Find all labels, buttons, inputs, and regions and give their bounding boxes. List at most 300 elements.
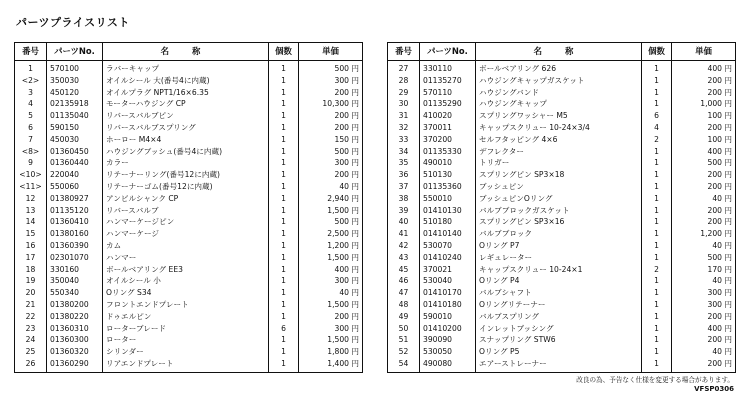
quantity: 1: [642, 61, 672, 75]
part-number: 570110: [420, 87, 476, 99]
table-header-row: [15, 43, 363, 61]
part-number: 01410170: [420, 287, 476, 299]
quantity: 1: [269, 87, 299, 99]
part-name: ボールベアリング 626: [476, 61, 642, 75]
unit-price: 1,500 円: [299, 252, 363, 264]
part-number: 01410180: [420, 299, 476, 311]
part-name: ローターブレード: [103, 323, 269, 335]
unit-price: 40 円: [299, 287, 363, 299]
header-unit-price: 単価: [299, 43, 363, 61]
part-number: 370200: [420, 134, 476, 146]
row-number: 19: [25, 276, 36, 286]
part-name: バルブシャフト: [476, 287, 642, 299]
table-row: [15, 346, 363, 358]
part-number: 510180: [420, 216, 476, 228]
row-number: 40: [398, 217, 409, 227]
quantity: 1: [269, 311, 299, 323]
row-number: 3: [28, 87, 33, 97]
table-row: [388, 240, 736, 252]
part-number: 01135330: [420, 146, 476, 158]
unit-price: 200 円: [299, 169, 363, 181]
unit-price: 200 円: [672, 311, 736, 323]
part-number: 530040: [420, 275, 476, 287]
part-name: レギュレーター: [476, 252, 642, 264]
part-name: エアーストレーナー: [476, 358, 642, 372]
table-row: [15, 240, 363, 252]
row-number: 28: [398, 75, 409, 85]
part-number: 350030: [47, 75, 103, 87]
row-number: 9: [28, 158, 33, 168]
part-number: 450120: [47, 87, 103, 99]
row-number: 38: [398, 193, 409, 203]
part-number: 01135290: [420, 98, 476, 110]
part-number: 390090: [420, 334, 476, 346]
row-number: 54: [398, 359, 409, 369]
part-number: 01360410: [47, 216, 103, 228]
unit-price: 200 円: [672, 87, 736, 99]
part-number: 450030: [47, 134, 103, 146]
table-row: [388, 87, 736, 99]
part-name: バルブブロックガスケット: [476, 205, 642, 217]
table-row: [15, 134, 363, 146]
part-number: 330110: [420, 61, 476, 75]
unit-price: 300 円: [299, 75, 363, 87]
part-number: 01360390: [47, 240, 103, 252]
unit-price: 100 円: [672, 134, 736, 146]
part-name: デフレクター: [476, 146, 642, 158]
quantity: 1: [269, 193, 299, 205]
row-number: 48: [398, 300, 409, 310]
table-row: [15, 228, 363, 240]
part-name: カム: [103, 240, 269, 252]
quantity: 1: [269, 240, 299, 252]
part-number: 01380220: [47, 311, 103, 323]
part-number: 370021: [420, 264, 476, 276]
unit-price: 200 円: [672, 122, 736, 134]
page-title: パーツプライスリスト: [16, 16, 130, 29]
table-row: [388, 275, 736, 287]
header-name: 名 称: [103, 43, 269, 61]
unit-price: 1,200 円: [299, 240, 363, 252]
quantity: 1: [642, 323, 672, 335]
unit-price: 300 円: [299, 323, 363, 335]
table-row: [388, 181, 736, 193]
quantity: 1: [269, 346, 299, 358]
table-row: [388, 228, 736, 240]
row-number: <2>: [21, 75, 40, 85]
table-row: [15, 252, 363, 264]
part-number: 01410140: [420, 228, 476, 240]
row-number: <8>: [21, 146, 40, 156]
row-number: 13: [25, 205, 36, 215]
table-row: [15, 358, 363, 372]
table-row: [388, 75, 736, 87]
part-name: ハンマー: [103, 252, 269, 264]
part-number: 01360310: [47, 323, 103, 335]
row-number: 51: [398, 335, 409, 345]
quantity: 1: [642, 252, 672, 264]
row-number: 41: [398, 229, 409, 239]
quantity: 1: [642, 169, 672, 181]
unit-price: 40 円: [672, 275, 736, 287]
part-name: ハウジングブッシュ(番号4に内蔵): [103, 146, 269, 158]
part-number: 01360450: [47, 146, 103, 158]
part-name: リバースバルブピン: [103, 110, 269, 122]
quantity: 1: [642, 193, 672, 205]
row-number: 46: [398, 276, 409, 286]
quantity: 6: [269, 323, 299, 335]
unit-price: 200 円: [672, 205, 736, 217]
part-number: 530050: [420, 346, 476, 358]
row-number: 49: [398, 311, 409, 321]
unit-price: 300 円: [672, 299, 736, 311]
row-number: 30: [398, 99, 409, 109]
row-number: 36: [398, 170, 409, 180]
quantity: 4: [642, 122, 672, 134]
part-name: オイルプラグ NPT1/16×6.35: [103, 87, 269, 99]
part-number: 01380200: [47, 299, 103, 311]
unit-price: 300 円: [672, 287, 736, 299]
row-number: 23: [25, 323, 36, 333]
quantity: 1: [642, 334, 672, 346]
unit-price: 500 円: [672, 157, 736, 169]
quantity: 1: [642, 216, 672, 228]
unit-price: 500 円: [299, 61, 363, 75]
header-unit-price: 単価: [672, 43, 736, 61]
spec-change-notice: 改良の為、予告なく仕様を変更する場合があります。: [576, 376, 734, 384]
part-number: 590010: [420, 311, 476, 323]
quantity: 1: [269, 61, 299, 75]
part-number: 02301070: [47, 252, 103, 264]
table-row: [388, 299, 736, 311]
table-row: [15, 146, 363, 158]
table-row: [15, 122, 363, 134]
quantity: 1: [269, 228, 299, 240]
row-number: 4: [28, 99, 33, 109]
part-number: 590150: [47, 122, 103, 134]
part-name: ラバーキャップ: [103, 61, 269, 75]
quantity: 1: [269, 110, 299, 122]
part-name: バルブスプリング: [476, 311, 642, 323]
part-name: ブッシュピン: [476, 181, 642, 193]
quantity: 1: [642, 157, 672, 169]
part-number: 02135918: [47, 98, 103, 110]
table-row: [15, 181, 363, 193]
row-number: 16: [25, 241, 36, 251]
unit-price: 400 円: [672, 323, 736, 335]
row-number: 20: [25, 288, 36, 298]
table-row: [15, 299, 363, 311]
unit-price: 1,800 円: [299, 346, 363, 358]
part-number: 01410240: [420, 252, 476, 264]
part-name: フロントエンドプレート: [103, 299, 269, 311]
part-name: カラー: [103, 157, 269, 169]
part-number: 350040: [47, 275, 103, 287]
part-name: ドゥエルピン: [103, 311, 269, 323]
quantity: 1: [269, 299, 299, 311]
unit-price: 1,500 円: [299, 205, 363, 217]
part-name: ハウジングバンド: [476, 87, 642, 99]
unit-price: 400 円: [672, 146, 736, 158]
table-row: [15, 61, 363, 75]
unit-price: 150 円: [299, 134, 363, 146]
part-name: スナップリング STW6: [476, 334, 642, 346]
unit-price: 40 円: [299, 181, 363, 193]
header-part-no: パーツNo.: [47, 43, 103, 61]
part-number: 01380927: [47, 193, 103, 205]
part-number: 550060: [47, 181, 103, 193]
table-row: [388, 346, 736, 358]
parts-table-right-body: [388, 61, 736, 373]
row-number: 31: [398, 111, 409, 121]
unit-price: 400 円: [299, 264, 363, 276]
part-number: 01135120: [47, 205, 103, 217]
part-number: 330160: [47, 264, 103, 276]
table-row: [15, 334, 363, 346]
part-number: 01360300: [47, 334, 103, 346]
part-name: ボールベアリング EE3: [103, 264, 269, 276]
unit-price: 200 円: [299, 311, 363, 323]
unit-price: 100 円: [672, 110, 736, 122]
parts-table-left: [14, 42, 363, 373]
part-number: 550340: [47, 287, 103, 299]
header-name: 名 称: [476, 43, 642, 61]
row-number: 32: [398, 123, 409, 133]
row-number: <10>: [19, 170, 42, 180]
row-number: 26: [25, 359, 36, 369]
table-row: [15, 311, 363, 323]
table-row: [15, 193, 363, 205]
quantity: 1: [642, 299, 672, 311]
document-code: VFSP0306: [694, 384, 734, 393]
row-number: 24: [25, 335, 36, 345]
part-number: 490080: [420, 358, 476, 372]
part-number: 01360440: [47, 157, 103, 169]
quantity: 1: [642, 287, 672, 299]
unit-price: 300 円: [299, 157, 363, 169]
table-row: [15, 275, 363, 287]
part-name: シリンダー: [103, 346, 269, 358]
quantity: 1: [269, 134, 299, 146]
table-row: [388, 169, 736, 181]
table-row: [388, 205, 736, 217]
row-number: 42: [398, 241, 409, 251]
table-row: [388, 98, 736, 110]
quantity: 1: [642, 358, 672, 372]
part-name: キャップスクリュー 10-24×1: [476, 264, 642, 276]
header-part-no: パーツNo.: [420, 43, 476, 61]
quantity: 1: [269, 252, 299, 264]
part-name: スプリングピン SP3×18: [476, 169, 642, 181]
unit-price: 200 円: [299, 122, 363, 134]
quantity: 1: [642, 87, 672, 99]
quantity: 1: [269, 334, 299, 346]
table-row: [15, 216, 363, 228]
unit-price: 200 円: [299, 87, 363, 99]
quantity: 2: [642, 264, 672, 276]
part-number: 01135040: [47, 110, 103, 122]
quantity: 1: [269, 122, 299, 134]
part-number: 570100: [47, 61, 103, 75]
unit-price: 200 円: [672, 334, 736, 346]
table-row: [15, 287, 363, 299]
table-row: [388, 61, 736, 75]
table-row: [388, 110, 736, 122]
part-number: 550010: [420, 193, 476, 205]
unit-price: 200 円: [672, 181, 736, 193]
part-name: モーターハウジング CP: [103, 98, 269, 110]
part-name: スプリングピン SP3×16: [476, 216, 642, 228]
unit-price: 300 円: [299, 275, 363, 287]
table-row: [388, 323, 736, 335]
table-row: [388, 358, 736, 372]
row-number: 15: [25, 229, 36, 239]
table-row: [15, 169, 363, 181]
part-name: バルブブロック: [476, 228, 642, 240]
quantity: 1: [269, 275, 299, 287]
table-row: [388, 146, 736, 158]
quantity: 1: [642, 75, 672, 87]
quantity: 2: [642, 134, 672, 146]
row-number: 52: [398, 347, 409, 357]
part-number: 530070: [420, 240, 476, 252]
unit-price: 200 円: [672, 75, 736, 87]
quantity: 1: [269, 169, 299, 181]
table-row: [15, 264, 363, 276]
part-name: リバースバルブスプリング: [103, 122, 269, 134]
part-number: 01360320: [47, 346, 103, 358]
part-name: スプリングワッシャー M5: [476, 110, 642, 122]
part-number: 01360290: [47, 358, 103, 372]
table-row: [388, 334, 736, 346]
part-number: 01135270: [420, 75, 476, 87]
part-name: ハンマーケージ: [103, 228, 269, 240]
unit-price: 40 円: [672, 240, 736, 252]
table-row: [388, 311, 736, 323]
header-quantity: 個数: [269, 43, 299, 61]
quantity: 1: [269, 146, 299, 158]
part-number: 370011: [420, 122, 476, 134]
table-row: [388, 193, 736, 205]
part-name: リバースバルブ: [103, 205, 269, 217]
unit-price: 40 円: [672, 193, 736, 205]
part-name: トリガー: [476, 157, 642, 169]
table-row: [388, 122, 736, 134]
header-number: 番号: [388, 43, 420, 61]
row-number: 7: [28, 134, 33, 144]
table-header-row: [388, 43, 736, 61]
quantity: 1: [642, 240, 672, 252]
table-row: [388, 287, 736, 299]
header-number: 番号: [15, 43, 47, 61]
parts-table-right: [387, 42, 736, 373]
quantity: 1: [642, 146, 672, 158]
quantity: 1: [642, 346, 672, 358]
table-row: [388, 252, 736, 264]
quantity: 1: [269, 181, 299, 193]
unit-price: 1,500 円: [299, 334, 363, 346]
quantity: 1: [269, 287, 299, 299]
unit-price: 200 円: [672, 358, 736, 372]
row-number: 27: [398, 64, 409, 74]
row-number: 29: [398, 87, 409, 97]
quantity: 1: [642, 228, 672, 240]
part-number: 220040: [47, 169, 103, 181]
part-number: 01410200: [420, 323, 476, 335]
row-number: 37: [398, 182, 409, 192]
row-number: 50: [398, 323, 409, 333]
part-number: 01410130: [420, 205, 476, 217]
footnote-block: [576, 376, 734, 394]
header-quantity: 個数: [642, 43, 672, 61]
row-number: 12: [25, 193, 36, 203]
quantity: 1: [642, 98, 672, 110]
unit-price: 1,500 円: [299, 299, 363, 311]
part-number: 01380160: [47, 228, 103, 240]
quantity: 1: [269, 264, 299, 276]
row-number: 17: [25, 252, 36, 262]
part-name: リテーナーゴム(番号12に内蔵): [103, 181, 269, 193]
row-number: 39: [398, 205, 409, 215]
quantity: 1: [642, 181, 672, 193]
part-name: オイルシール 小: [103, 275, 269, 287]
quantity: 1: [269, 75, 299, 87]
row-number: 34: [398, 146, 409, 156]
part-name: リアエンドプレート: [103, 358, 269, 372]
parts-table-left-body: [15, 61, 363, 373]
table-row: [15, 98, 363, 110]
unit-price: 400 円: [672, 61, 736, 75]
part-name: リテーナーリング(番号12に内蔵): [103, 169, 269, 181]
table-row: [388, 264, 736, 276]
part-name: インレットブッシング: [476, 323, 642, 335]
row-number: 18: [25, 264, 36, 274]
row-number: 1: [28, 64, 33, 74]
unit-price: 500 円: [299, 146, 363, 158]
table-row: [15, 75, 363, 87]
part-name: Oリング P7: [476, 240, 642, 252]
table-row: [15, 110, 363, 122]
part-name: Oリング P4: [476, 275, 642, 287]
row-number: 6: [28, 123, 33, 133]
row-number: 21: [25, 300, 36, 310]
part-number: 490010: [420, 157, 476, 169]
part-name: ハンマーケージピン: [103, 216, 269, 228]
quantity: 1: [269, 358, 299, 372]
part-name: ハウジングキャップ: [476, 98, 642, 110]
unit-price: 1,000 円: [672, 98, 736, 110]
row-number: 45: [398, 264, 409, 274]
table-row: [15, 157, 363, 169]
table-row: [388, 134, 736, 146]
part-name: キャップスクリュー 10-24×3/4: [476, 122, 642, 134]
part-name: ハウジングキャップガスケット: [476, 75, 642, 87]
part-name: Oリング S34: [103, 287, 269, 299]
table-row: [388, 157, 736, 169]
part-name: ローター: [103, 334, 269, 346]
row-number: 22: [25, 311, 36, 321]
table-row: [15, 323, 363, 335]
row-number: 25: [25, 347, 36, 357]
part-number: 01135360: [420, 181, 476, 193]
unit-price: 1,200 円: [672, 228, 736, 240]
unit-price: 10,300 円: [299, 98, 363, 110]
table-row: [388, 216, 736, 228]
row-number: <11>: [19, 182, 42, 192]
part-number: 410020: [420, 110, 476, 122]
table-row: [15, 87, 363, 99]
part-name: アンビルシャンク CP: [103, 193, 269, 205]
